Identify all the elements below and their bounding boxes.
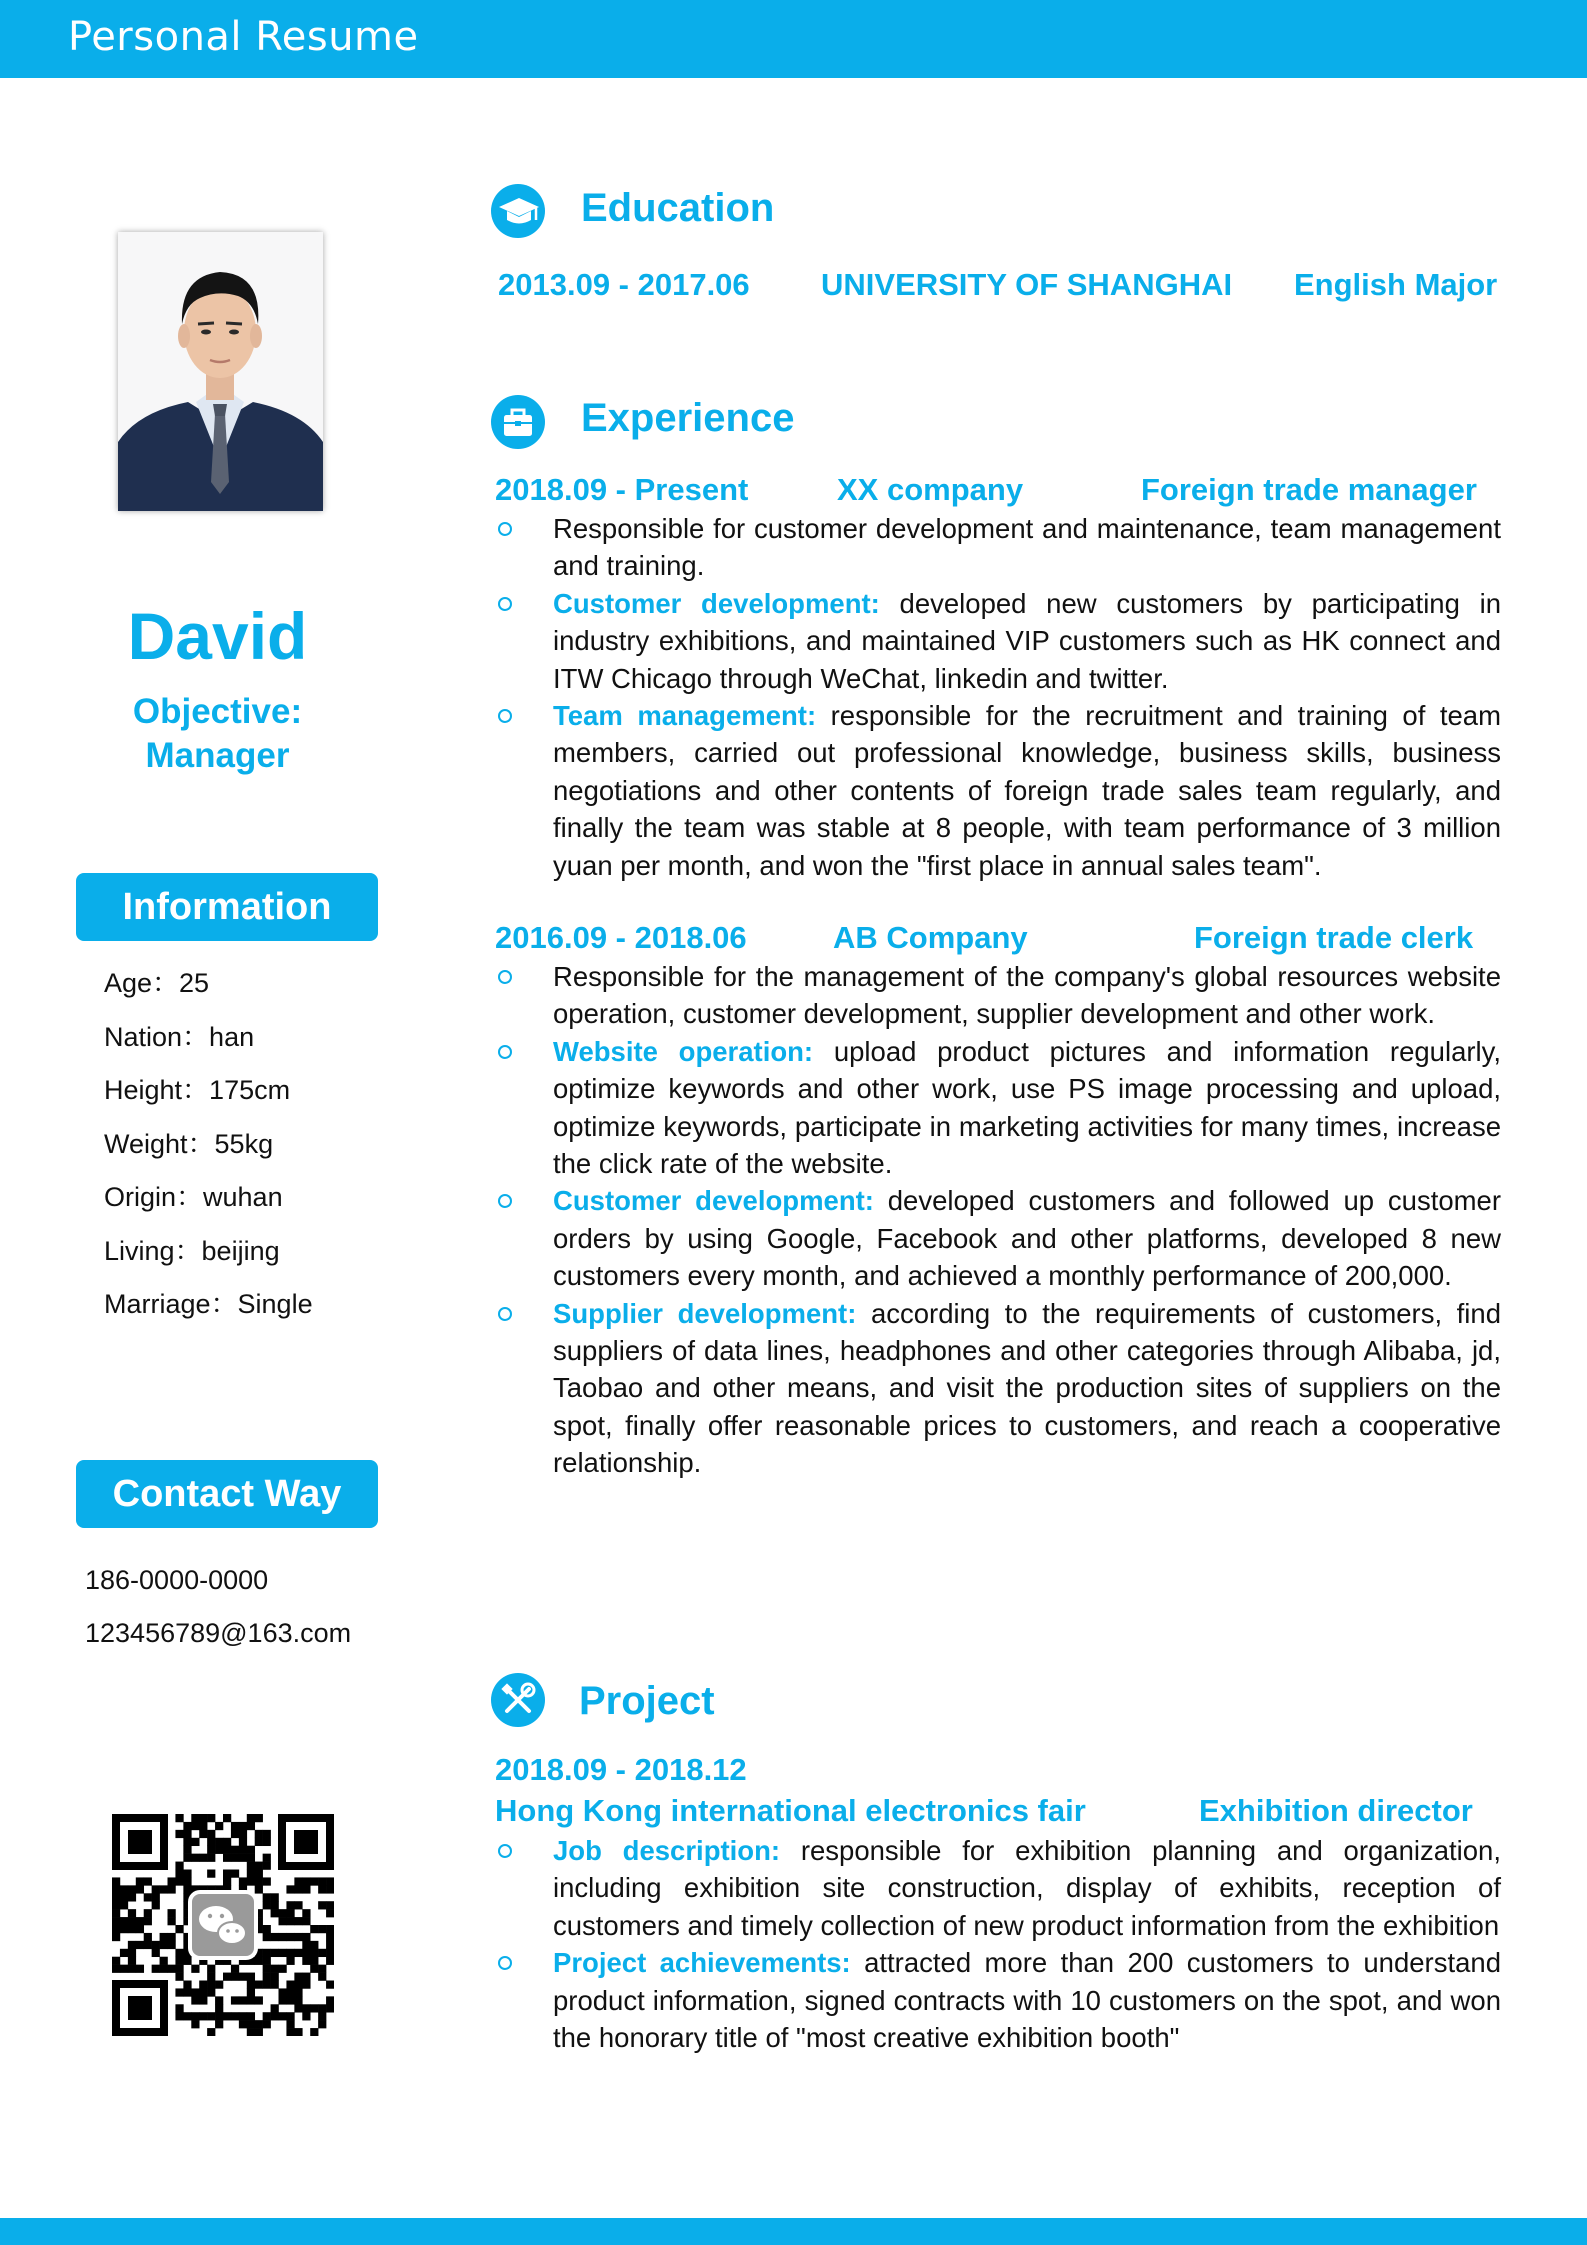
contact-phone: 186-0000-0000 — [85, 1565, 269, 1595]
bullet-text: responsible for the recruitment and training of team members, carried out professional knowledge, business skills, business negotiations and other contents of foreign trade sales team regularly, and finally the team was stable at 8 people, with team performance of 3 million yuan per month, and won the "first place in annual sales team". — [553, 700, 1501, 881]
bullet-text: according to the requirements of customers, find suppliers of data lines, headphones and other categories through Alibaba, jd, Taobao and other means, and visit the production sites of suppliers on the spot, finally offer reasonable prices to customers, and reach a cooperative relationship. — [553, 1297, 1502, 1479]
job-1-role: Foreign trade manager — [1141, 472, 1477, 507]
list-item — [493, 510, 1501, 585]
profile-photo — [118, 232, 323, 511]
header-bar — [0, 0, 1587, 78]
info-item: Weight：55kg — [104, 1128, 274, 1159]
bullet-lead: Website operation: — [553, 1035, 814, 1067]
job-2-period: 2016.09 - 2018.06 — [495, 920, 747, 955]
info-item: Height：175cm — [104, 1075, 291, 1105]
bullet-text: responsible for exhibition planning and organization, including exhibition site construction, display of exhibits, reception of customers and timely collection of new product information from the exhibition — [553, 1835, 1501, 1941]
education-major: English Major — [1294, 267, 1498, 302]
project-name: Hong Kong international electronics fair — [495, 1793, 1086, 1828]
job-2-company: AB Company — [833, 920, 1028, 955]
bullet-icon — [498, 1307, 512, 1321]
bullet-icon — [498, 970, 512, 984]
list-item — [493, 1295, 1501, 1482]
info-item: Living：beijing — [104, 1235, 280, 1266]
bullet-lead: Job description: — [553, 1835, 781, 1866]
information-list — [104, 963, 313, 1338]
objective — [60, 690, 375, 778]
bullet-text: Responsible for customer development and maintenance, team management and training. — [553, 513, 1501, 582]
briefcase-icon — [491, 395, 545, 449]
list-item — [493, 1033, 1501, 1183]
bullet-icon — [498, 1844, 512, 1858]
bullet-lead: Customer development: — [553, 1185, 874, 1217]
bullet-text: developed customers and followed up customer orders by using Google, Facebook and other platforms, developed 8 new customers every month, and achieved a monthly performance of 200,000. — [553, 1185, 1501, 1292]
contact-heading: Contact Way — [76, 1460, 378, 1528]
education-school: UNIVERSITY OF SHANGHAI — [821, 267, 1233, 302]
bullet-text: attracted more than 200 customers to understand product information, signed contracts with 10 customers on the spot, and won the honorary title of "most creative exhibition booth" — [553, 1947, 1501, 2054]
experience-title: Experience — [581, 396, 795, 440]
footer-bar — [0, 2218, 1587, 2245]
portrait-image — [118, 232, 323, 511]
page-title: Personal Resume — [68, 14, 419, 60]
info-item: Age：25 — [104, 968, 210, 998]
tools-icon — [491, 1673, 545, 1727]
bullet-text: Responsible for the management of the company's global resources website operation, customer development, supplier development and other work. — [553, 961, 1501, 1030]
contact-email: 123456789@163.com — [85, 1618, 352, 1648]
education-period: 2013.09 - 2017.06 — [498, 267, 750, 302]
candidate-name: David — [127, 599, 308, 673]
objective-value: Manager — [145, 736, 290, 775]
job-2-role: Foreign trade clerk — [1194, 920, 1474, 955]
job-1-company: XX company — [837, 472, 1024, 507]
list-item — [493, 958, 1501, 1033]
project-bullets — [493, 1832, 1501, 2056]
info-item: Nation：han — [104, 1021, 255, 1052]
information-heading: Information — [76, 873, 378, 941]
project-period: 2018.09 - 2018.12 — [495, 1752, 747, 1787]
bullet-lead: Supplier development: — [553, 1297, 857, 1329]
list-item — [493, 1944, 1501, 2056]
objective-label: Objective: — [132, 692, 303, 731]
bullet-icon — [498, 597, 512, 611]
bullet-icon — [498, 1045, 512, 1059]
list-item — [493, 585, 1501, 697]
bullet-text: developed new customers by participating in industry exhibitions, and maintained VIP customers such as HK connect and ITW Chicago through WeChat, linkedin and twitter. — [553, 587, 1501, 694]
graduation-cap-icon — [491, 184, 545, 238]
list-item — [493, 1832, 1501, 1944]
education-title: Education — [581, 186, 775, 230]
contact-list — [85, 1560, 351, 1666]
bullet-lead: Team management: — [553, 700, 817, 732]
bullet-lead: Customer development: — [553, 587, 880, 619]
project-role: Exhibition director — [1199, 1793, 1473, 1828]
bullet-icon — [498, 522, 512, 536]
bullet-icon — [498, 709, 512, 723]
bullet-text: upload product pictures and information regularly, optimize keywords and other work, use PS image processing and upload, optimize keywords, participate in marketing activities for many times, increase the click rate of the website. — [553, 1035, 1501, 1180]
info-item: Marriage：Single — [104, 1289, 313, 1319]
bullet-lead: Project achievements: — [553, 1947, 851, 1979]
bullet-icon — [498, 1956, 512, 1970]
bullet-icon — [498, 1194, 512, 1208]
info-item: Origin：wuhan — [104, 1182, 283, 1212]
list-item — [493, 697, 1501, 884]
job-1-period: 2018.09 - Present — [495, 472, 749, 507]
wechat-icon — [190, 1892, 256, 1958]
qr-code-icon — [112, 1814, 334, 2036]
job-1-bullets — [493, 510, 1501, 884]
project-title: Project — [579, 1679, 715, 1723]
list-item — [493, 1182, 1501, 1294]
job-2-bullets — [493, 958, 1501, 1482]
